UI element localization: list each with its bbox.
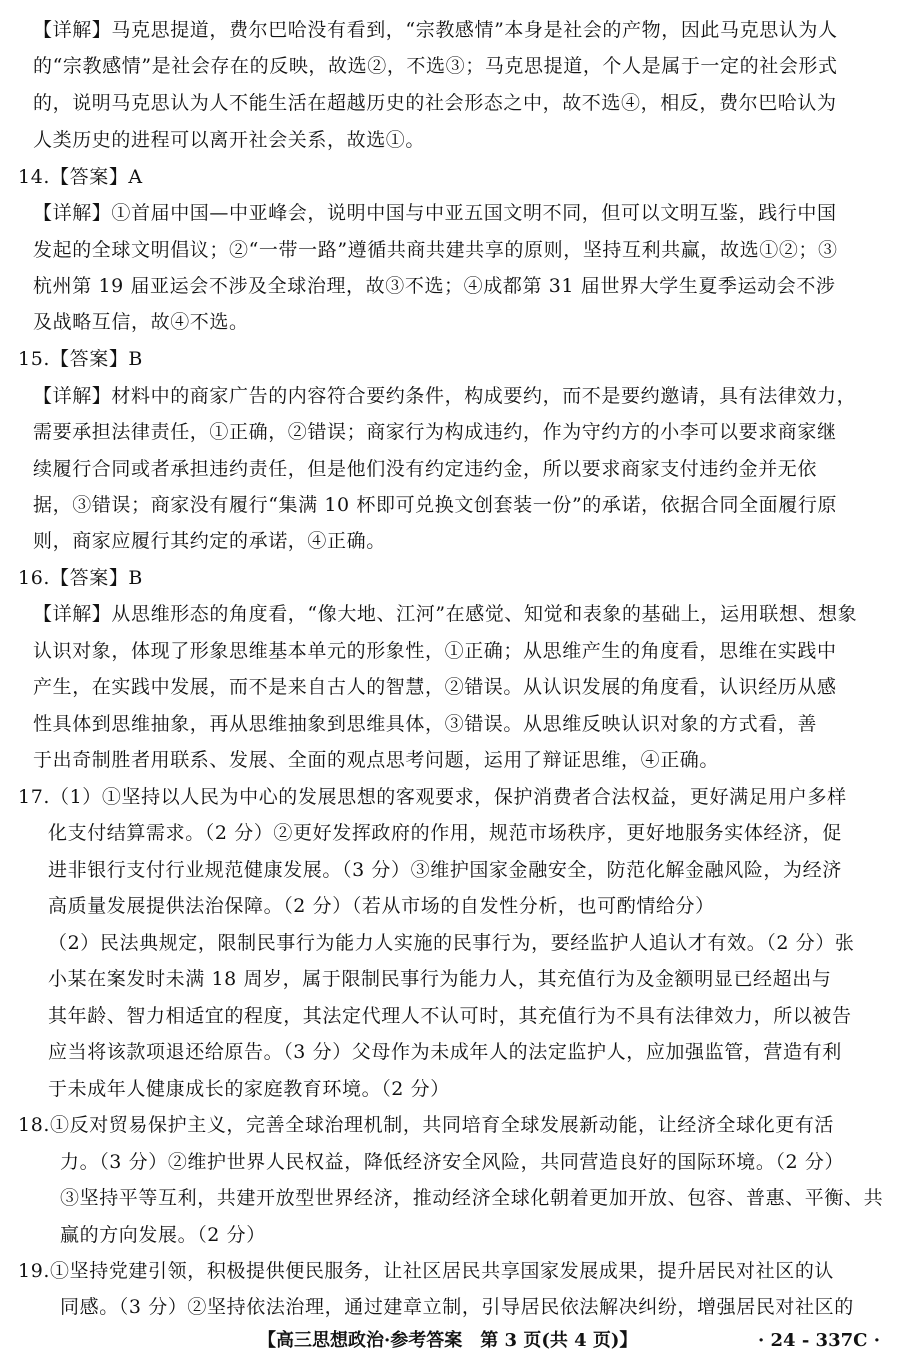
text-line: 产生，在实践中发展，而不是来自古人的智慧，②错误。从认识发展的角度看，认识经历从感 bbox=[33, 676, 837, 698]
text-line: 则，商家应履行其约定的承诺，④正确。 bbox=[33, 530, 386, 552]
text-line: 据，③错误；商家没有履行“集满 10 杯即可兑换文创套装一份”的承诺，依据合同全面履行原 bbox=[33, 494, 838, 516]
text-line: （2）民法典规定，限制民事行为能力人实施的民事行为，要经监护人追认才有效。（2 分）张 bbox=[48, 932, 855, 954]
text-line: 【详解】材料中的商家广告的内容符合要约条件，构成要约，而不是要约邀请，具有法律效力， bbox=[33, 385, 857, 407]
text-line: 人类历史的进程可以离开社会关系，故选①。 bbox=[33, 129, 426, 151]
text-line: 及战略互信，故④不选。 bbox=[33, 311, 249, 333]
text-line: 应当将该款项退还给原告。（3 分）父母作为未成年人的法定监护人，应加强监管，营造有利 bbox=[48, 1041, 842, 1063]
footer-code: · 24 - 337C · bbox=[757, 1330, 880, 1351]
answer-heading: 19.①坚持党建引领，积极提供便民服务，让社区居民共享国家发展成果，提升居民对社区的认 bbox=[18, 1260, 835, 1282]
text-line: 化支付结算需求。（2 分）②更好发挥政府的作用，规范市场秩序，更好地服务实体经济，促 bbox=[48, 822, 842, 844]
answer-heading: 17.（1）①坚持以人民为中心的发展思想的客观要求，保护消费者合法权益，更好满足用户多样 bbox=[18, 786, 847, 808]
text-line: 【详解】①首届中国—中亚峰会，说明中国与中亚五国文明不同，但可以文明互鉴，践行中国 bbox=[33, 202, 837, 224]
text-line: 同感。（3 分）②坚持依法治理，通过建章立制，引导居民依法解决纠纷，增强居民对社区的 bbox=[60, 1296, 854, 1318]
text-line: 【详解】马克思提道，费尔巴哈没有看到，“宗教感情”本身是社会的产物，因此马克思认为人 bbox=[33, 19, 838, 41]
text-line: 的“宗教感情”是社会存在的反映，故选②，不选③；马克思提道，个人是属于一定的社会形式 bbox=[33, 55, 838, 77]
text-line: 杭州第 19 届亚运会不涉及全球治理，故③不选；④成都第 31 届世界大学生夏季运动会不涉 bbox=[33, 275, 836, 297]
answer-heading: 18.①反对贸易保护主义，完善全球治理机制，共同培育全球发展新动能，让经济全球化更有活 bbox=[18, 1114, 835, 1136]
text-line: 高质量发展提供法治保障。（2 分）（若从市场的自发性分析，也可酌情给分） bbox=[48, 895, 715, 917]
answer-heading: 16.【答案】B bbox=[18, 567, 143, 589]
text-line: 发起的全球文明倡议；②“一带一路”遵循共商共建共享的原则，坚持互利共赢，故选①②；③ bbox=[33, 239, 838, 261]
text-line: 【详解】从思维形态的角度看，“像大地、江河”在感觉、知觉和表象的基础上，运用联想、想象 bbox=[33, 603, 858, 625]
text-line: 性具体到思维抽象，再从思维抽象到思维具体，③错误。从思维反映认识对象的方式看，善 bbox=[33, 713, 818, 735]
text-line: 赢的方向发展。（2 分） bbox=[60, 1224, 266, 1246]
text-line: 需要承担法律责任，①正确，②错误；商家行为构成违约，作为守约方的小李可以要求商家继 bbox=[33, 421, 837, 443]
text-line: 认识对象，体现了形象思维基本单元的形象性，①正确；从思维产生的角度看，思维在实践中 bbox=[33, 640, 837, 662]
text-line: 于未成年人健康成长的家庭教育环境。（2 分） bbox=[48, 1078, 450, 1100]
text-line: 于出奇制胜者用联系、发展、全面的观点思考问题，运用了辩证思维，④正确。 bbox=[33, 749, 720, 771]
page-footer bbox=[0, 1326, 900, 1356]
text-line: 力。（3 分）②维护世界人民权益，降低经济安全风险，共同营造良好的国际环境。（2 分） bbox=[60, 1151, 845, 1173]
answer-heading: 15.【答案】B bbox=[18, 348, 143, 370]
text-line: 其年龄、智力相适宜的程度，其法定代理人不认可时，其充值行为不具有法律效力，所以被告 bbox=[48, 1005, 852, 1027]
text-line: ③坚持平等互利，共建开放型世界经济，推动经济全球化朝着更加开放、包容、普惠、平衡、共 bbox=[60, 1187, 884, 1209]
answer-heading: 14.【答案】A bbox=[18, 166, 143, 188]
text-line: 进非银行支付行业规范健康发展。（3 分）③维护国家金融安全，防范化解金融风险，为经济 bbox=[48, 859, 842, 881]
text-line: 续履行合同或者承担违约责任，但是他们没有约定违约金，所以要求商家支付违约金并无依 bbox=[33, 458, 818, 480]
text-line: 的，说明马克思认为人不能生活在超越历史的社会形态之中，故不选④，相反，费尔巴哈认为 bbox=[33, 92, 837, 114]
text-line: 小某在案发时未满 18 周岁，属于限制民事行为能力人，其充值行为及金额明显已经超出与 bbox=[48, 968, 832, 990]
footer-title: 【高三思想政治·参考答案 第 3 页(共 4 页)】 bbox=[258, 1330, 638, 1351]
